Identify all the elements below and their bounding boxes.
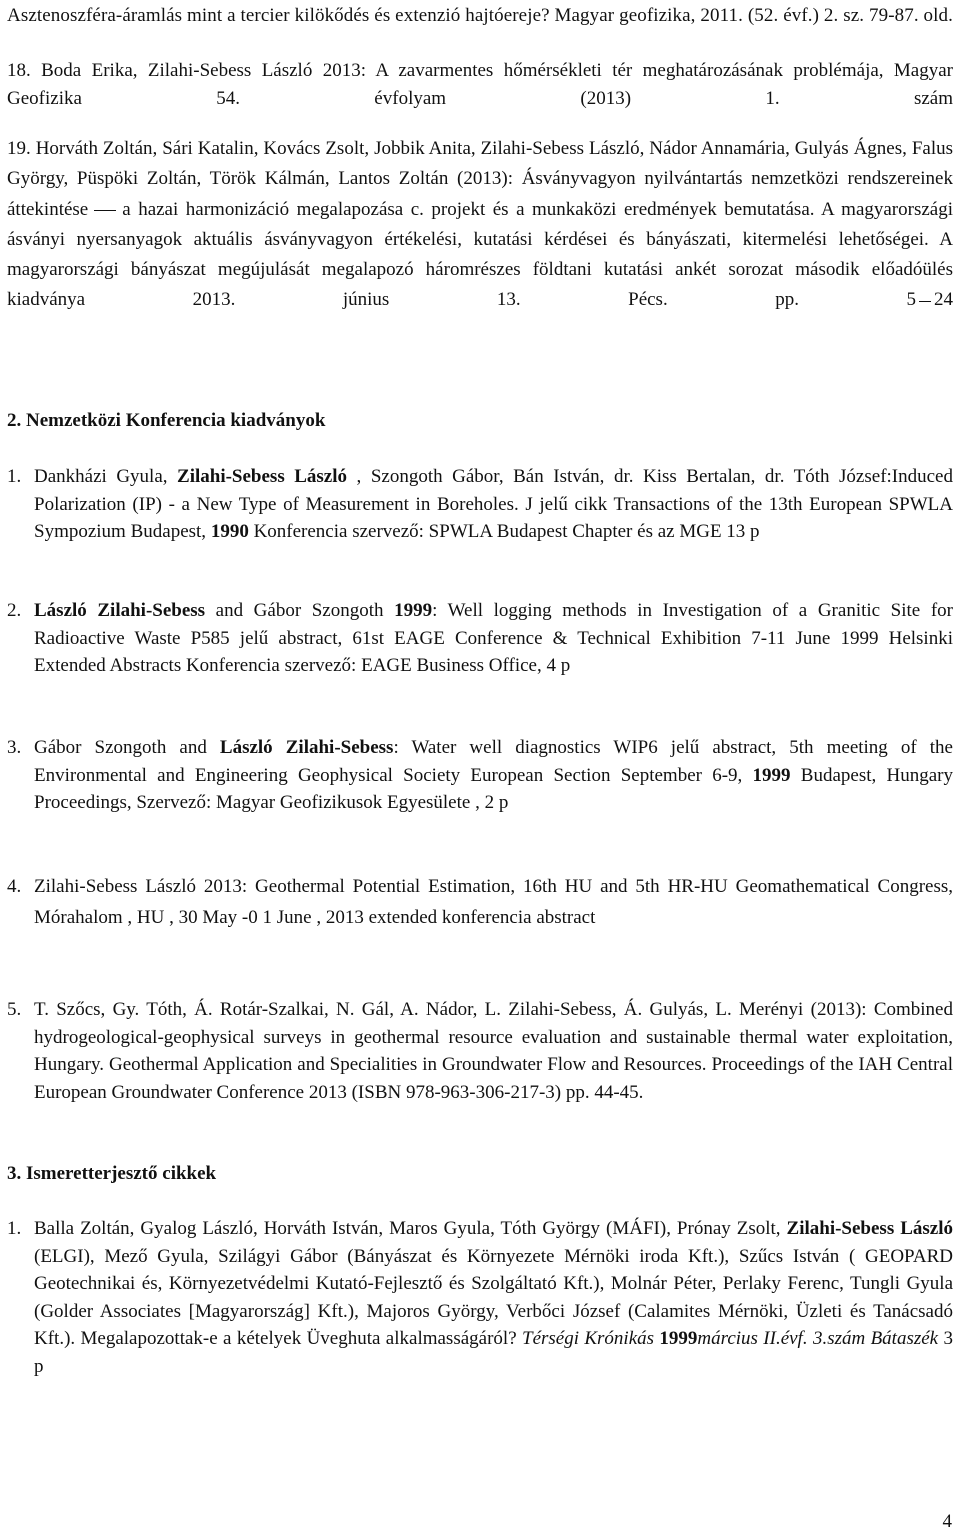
ref-year-bold: 1999 [659, 1328, 698, 1349]
conference-ref-1 [7, 463, 953, 546]
ref-body [34, 734, 953, 817]
ref-number: 5. [7, 999, 22, 1020]
ref-author-bold: Zilahi-Sebess László [177, 466, 348, 487]
ref-text: Konferencia szervező: SPWLA Budapest Chapter és az MGE 13 p [248, 521, 760, 542]
ref-author-bold: László Zilahi-Sebess [34, 600, 206, 621]
ref-body: Zilahi-Sebess László 2013: Geothermal Potential Estimation, 16th HU and 5th HR-HU Geomathematical Congress, Mórahalom , HU , 30 May -0 1 June , 2013 extended konferencia abstract [34, 876, 953, 928]
popular-article-ref-1 [7, 1215, 953, 1380]
ref-year-bold: 1999 [752, 764, 791, 786]
ref-journal-italic: Térségi Krónikás [522, 1328, 660, 1349]
ref-text: and Gábor Szongoth [205, 600, 395, 621]
conference-ref-4 [7, 871, 953, 933]
ref-journal-italic: március II.évf. 3.szám Bátaszék [697, 1328, 944, 1349]
dash-mark [919, 301, 931, 302]
ref-body: T. Szőcs, Gy. Tóth, Á. Rotár-Szalkai, N. Gál, A. Nádor, L. Zilahi-Sebess, Á. Gulyás, L. Merényi (2013): Combined hydrogeological-geophysical surveys in geothermal resource evaluation and sustainable thermal water exploitation, Hungary. Geothermal Application and Specialities in Groundwater Flow and Resources. Proceedings of the IAH Central European Groundwater Conference 2013 (ISBN 978-963-306-217-3) pp. 44-45. [34, 999, 953, 1103]
ref-number: 2. [7, 600, 22, 621]
conference-ref-2 [7, 597, 953, 680]
ref-text: : Well logging methods in Investigation of a Granitic Site for Radioactive Waste P585 jelű abstract, 61st EAGE Conference & Technical Exhibition 7-11 June 1999 Helsinki Extended Abstracts Konferencia szervező: EAGE Business Office, 4 p [34, 600, 953, 676]
ref-number: 3. [7, 737, 22, 758]
page-number: 4 [942, 1511, 952, 1532]
reference-text: 24 [934, 289, 953, 311]
ref-body [34, 597, 953, 680]
section-heading-2: 2. Nemzetközi Konferencia kiadványok [7, 410, 326, 431]
ref-text: Budapest, Hungary Proceedings, Szervező: Magyar Geofizikusok Egyesülete , 2 p [34, 764, 953, 813]
ref-number: 4. [7, 876, 22, 897]
reference-text: a hazai harmonizáció megalapozása c. projekt és a munkaközi eredmények bemutatása. [122, 198, 815, 220]
ref-author-bold: Zilahi-Sebess László [786, 1218, 953, 1239]
section-heading-3: 3. Ismeretterjesztő cikkek [7, 1163, 217, 1184]
dash-mark [94, 210, 116, 211]
reference-18 [7, 57, 953, 140]
ref-text: Dankházi Gyula, [34, 466, 178, 487]
reference-text: A magyarországi ásványi nyersanyagok aktuális ásványvagyon értékelési, kutatási kérdései és bányászati, kitermelési lehetőségei. A magyarországi bányászat megújulását megalapozó háromrészes földtani kutatási ankét sorozat második előadóülés kiadványa 2013. június 13. Pécs. pp. 5 [7, 198, 954, 311]
ref-number: 1. [7, 466, 22, 487]
ref-text: (ELGI), Mező Gyula, Szilágyi Gábor (Bányászat és Környezete Mérnöki iroda Kft.), Szűcs István ( GEOPARD Geotechnikai és, Környezetvédelmi Kutató-Fejlesztő és Szolgáltató Kft.), Molnár Péter, Perlaky Ferenc, Tungli Gyula (Golder Associates [Magyarország] Kft.), Majoros György, Verbőci József (Calamites Mérnöki, Üzleti és Tanácsadó Kft.). Megalapozottak-e a kételyek Üveghuta alkalmasságáról? [34, 1245, 953, 1349]
ref-body [34, 463, 953, 546]
conference-ref-3 [7, 734, 953, 817]
ref-text: Gábor Szongoth and [34, 737, 220, 758]
reference-text: Asztenoszféra-áramlás mint a tercier kilökődés és extenzió hajtóereje? Magyar geofizika, 2011. (52. évf.) 2. sz. 79-87. old. [7, 5, 953, 26]
reference-continuation [7, 2, 953, 57]
conference-ref-5 [7, 996, 953, 1106]
ref-number: 1. [7, 1218, 22, 1239]
reference-text: 19. Horváth Zoltán, Sári Katalin, Kovács Zsolt, Jobbik Anita, Zilahi-Sebess László, Nádor Annamária, Gulyás Ágnes, Falus György, Püspöki Zoltán, Török Kálmán, Lantos Zoltán (2013): Ásványvagyon nyilvántartás nemzetközi rendszereinek áttekintése [7, 138, 953, 220]
ref-author-bold: László Zilahi-Sebess [219, 737, 394, 758]
ref-year-bold: 1999 [394, 600, 433, 621]
ref-body [34, 1215, 953, 1380]
reference-text: 18. Boda Erika, Zilahi-Sebess László 2013: A zavarmentes hőmérsékleti tér meghatározásának problémája, Magyar Geofizika 54. évfolyam (2013) 1. szám [7, 60, 953, 109]
ref-text: : Water well diagnostics WIP6 jelű abstract, 5th meeting of the Environmental and Engineering Geophysical Society European Section September 6-9, [34, 737, 953, 786]
ref-text: Balla Zoltán, Gyalog László, Horváth István, Maros Gyula, Tóth György (MÁFI), Prónay Zsolt, [34, 1218, 787, 1239]
ref-text: , Szongoth Gábor, Bán István, dr. Kiss Bertalan, dr. Tóth József:Induced Polarization (IP) - a New Type of Measurement in Boreholes. J jelű cikk Transactions of the 13th European SPWLA Sympozium Budapest, [34, 466, 953, 542]
ref-year-bold: 1990 [210, 521, 249, 542]
reference-19 [7, 134, 953, 346]
ref-text: 3 p [34, 1328, 953, 1377]
